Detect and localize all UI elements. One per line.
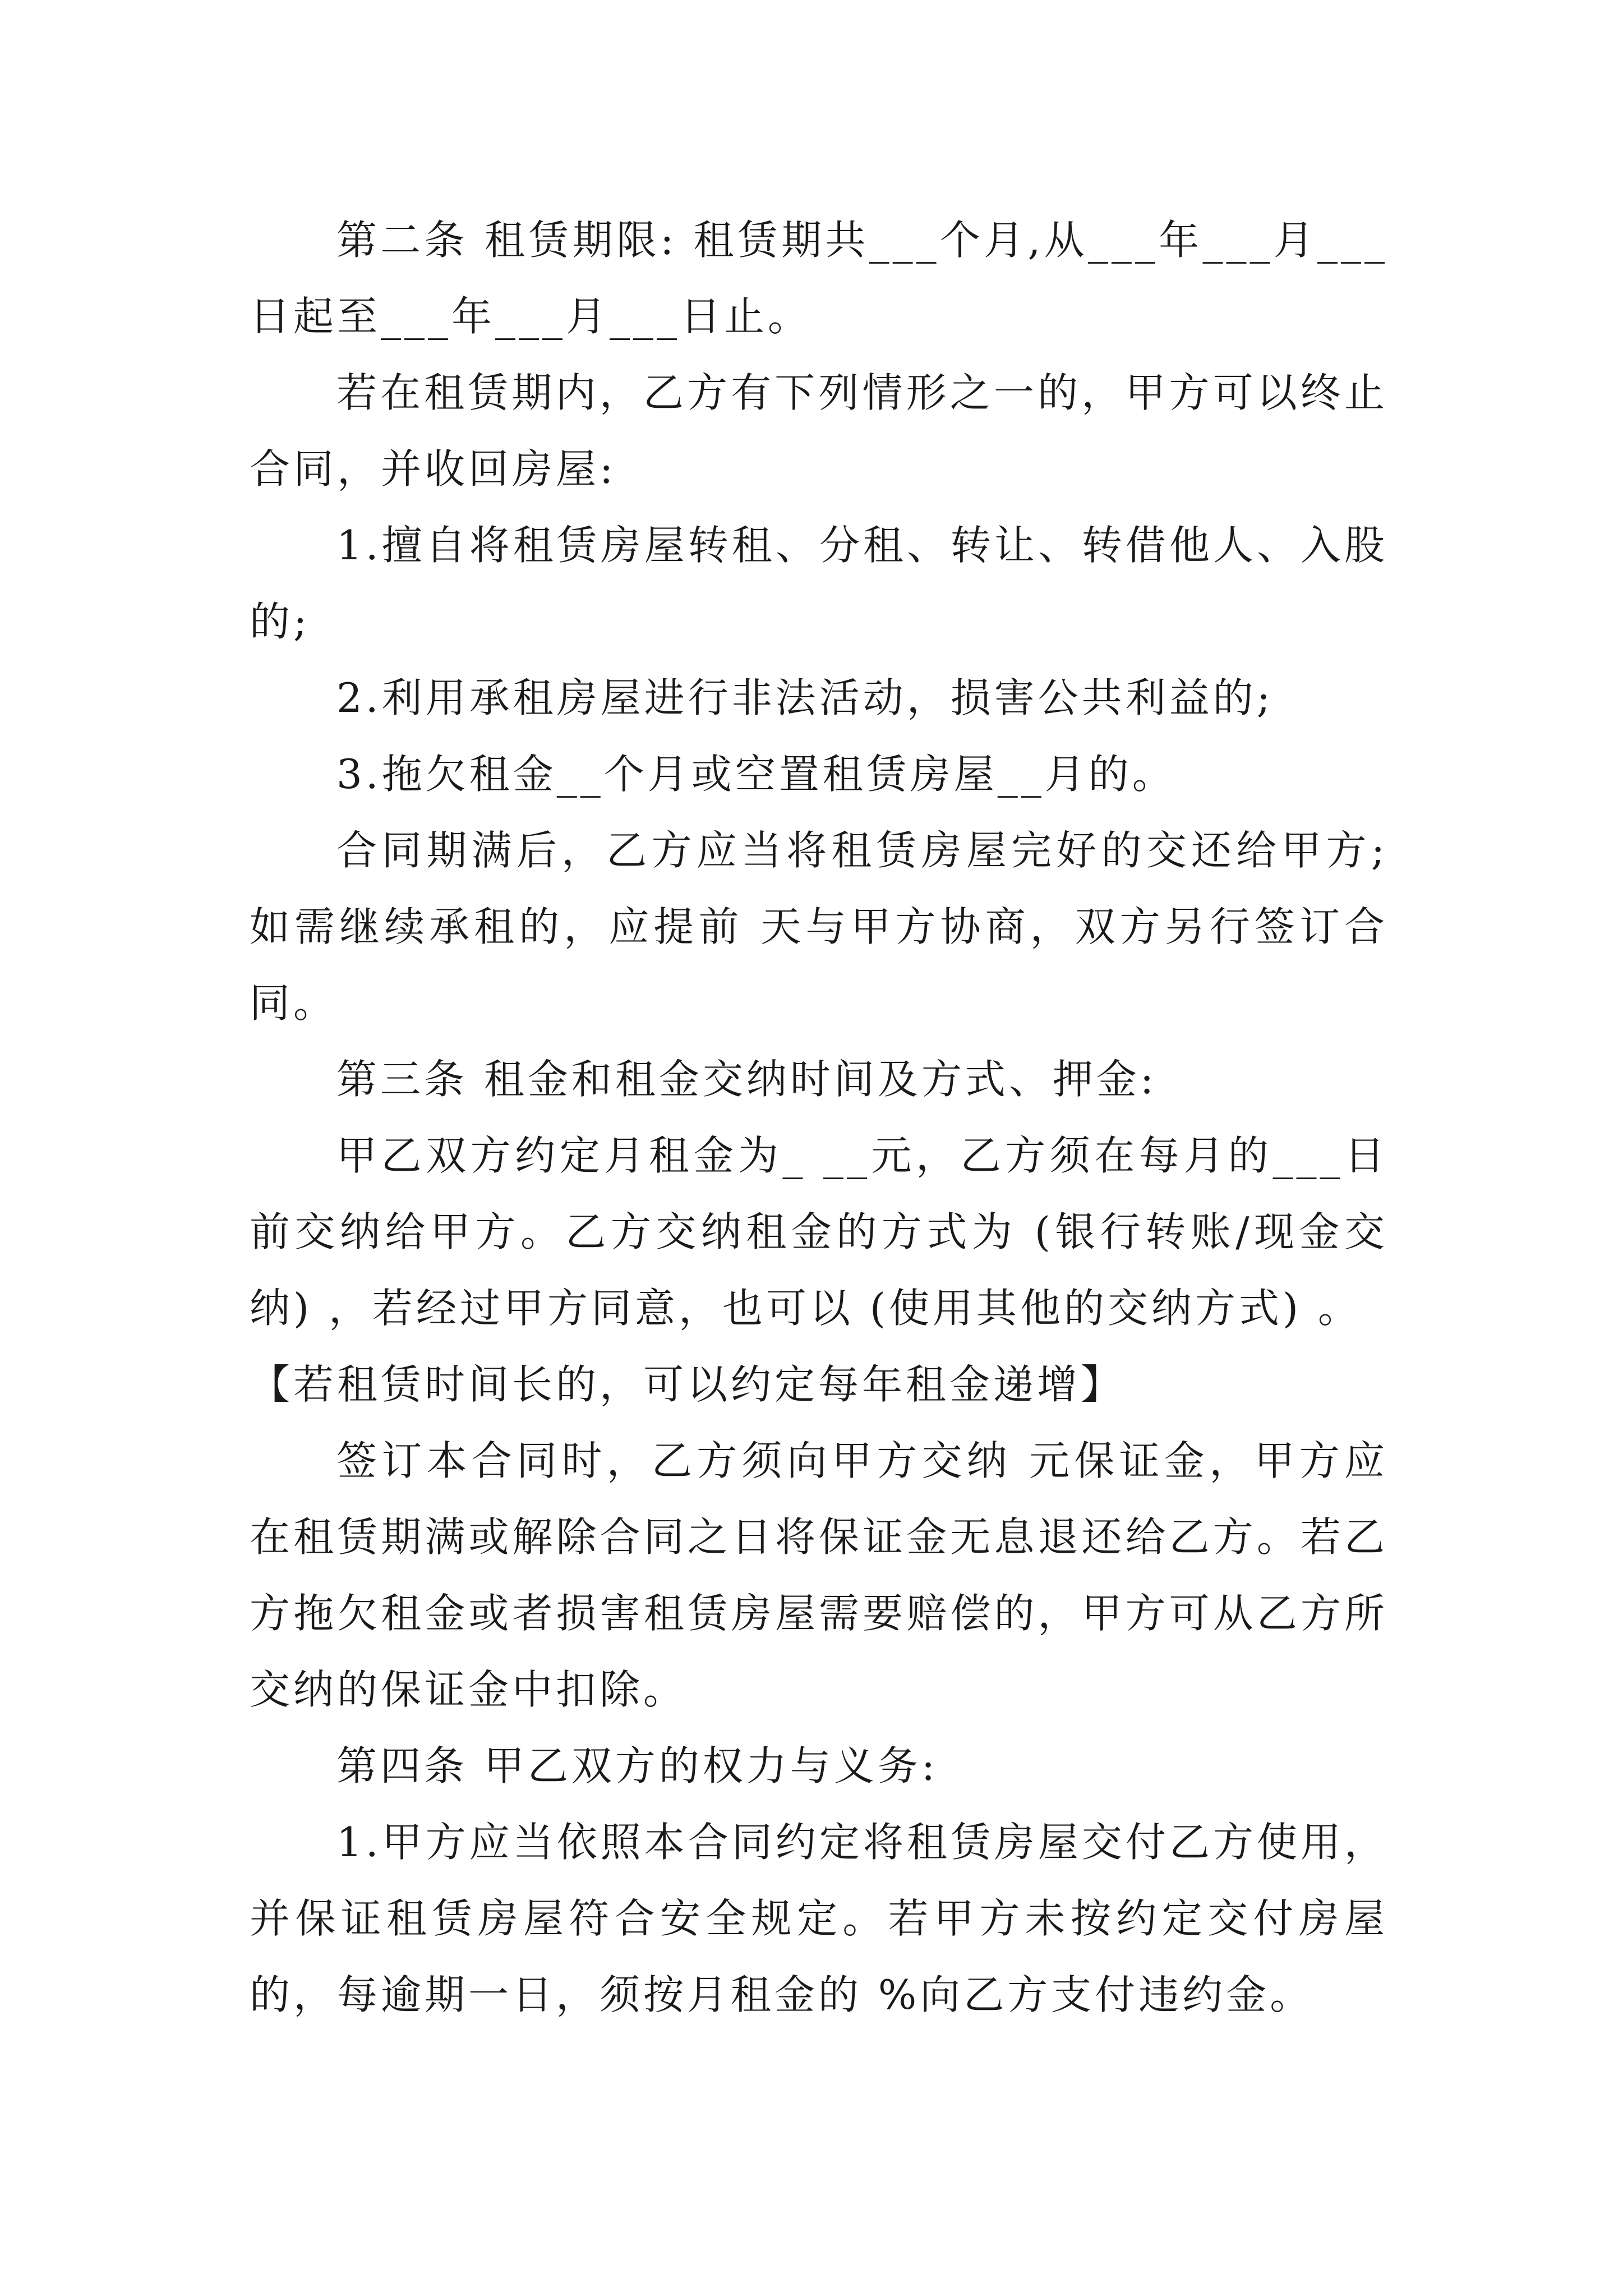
article-4-heading: 第四条 甲乙双方的权力与义务: [336, 1742, 939, 1789]
landlord-obligation-1: 1.甲方应当依照本合同约定将租赁房屋交付乙方使用，并保证租赁房屋符合安全规定。若甲方未按约定交付房屋的，每逾期一日，须按月租金的 %向乙方支付违约金。 [250, 1819, 1388, 2018]
termination-conditions-intro: 若在租赁期内，乙方有下列情形之一的，甲方可以终止合同，并收回房屋: [250, 369, 1388, 493]
termination-condition-3: 3.拖欠租金__个月或空置租赁房屋__月的。 [336, 751, 1176, 798]
deposit-clause: 签订本合同时，乙方须向甲方交纳 元保证金，甲方应在租赁期满或解除合同之日将保证金无息退还给乙方。若乙方拖欠租金或者损害租赁房屋需要赔偿的，甲方可从乙方所交纳的保证金中扣除。 [250, 1437, 1388, 1713]
rent-payment-clause: 甲乙双方约定月租金为_ __元，乙方须在每月的___日前交纳给甲方。乙方交纳租金的方式为 (银行转账/现金交纳) ，若经过甲方同意，也可以 (使用其他的交纳方式) 。 [250, 1132, 1388, 1332]
termination-condition-2: 2.利用承租房屋进行非法活动，损害公共利益的; [336, 674, 1274, 721]
article-2-term: 第二条 租赁期限: 租赁期共___个月,从___年___月___日起至___年___月___日止。 [250, 217, 1388, 340]
article-3-heading: 第三条 租金和租金交纳时间及方式、押金: [336, 1056, 1158, 1103]
rent-increase-note: 【若租赁时间长的，可以约定每年租金递增】 [250, 1361, 1125, 1408]
termination-condition-1: 1.擅自将租赁房屋转租、分租、转让、转借他人、入股的; [250, 522, 1388, 645]
document-body [250, 202, 1388, 2033]
contract-expiry-clause: 合同期满后，乙方应当将租赁房屋完好的交还给甲方;如需继续承租的，应提前 天与甲方协商，双方另行签订合同。 [250, 827, 1388, 1027]
